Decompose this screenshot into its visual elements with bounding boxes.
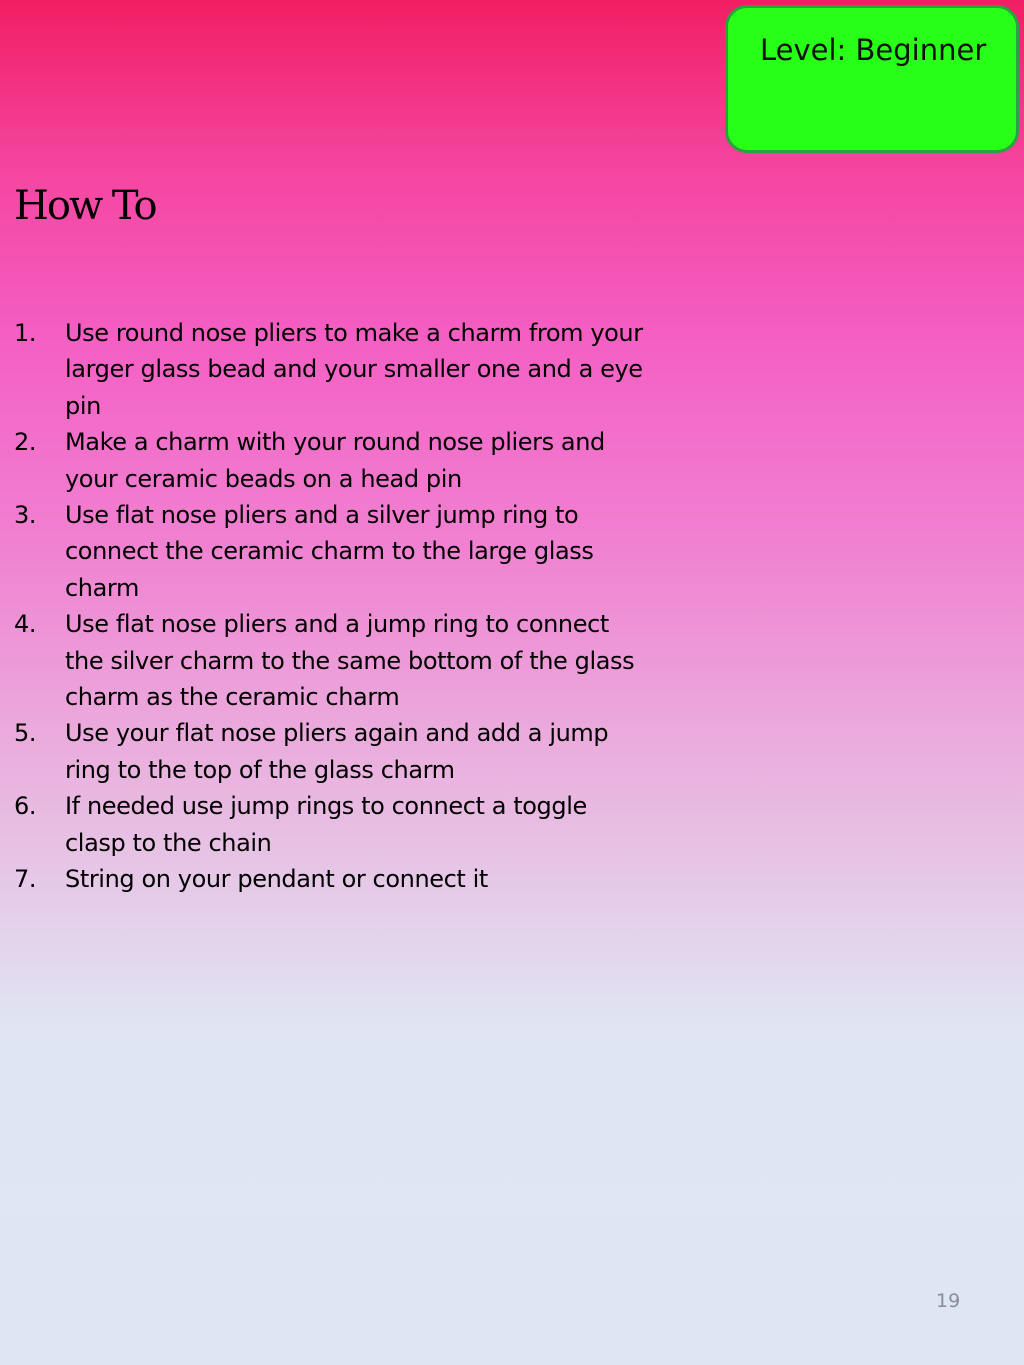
step-number: 4. <box>14 610 37 639</box>
instruction-list <box>14 315 654 898</box>
step-text: String on your pendant or connect it <box>65 865 488 894</box>
instruction-step <box>14 788 654 861</box>
instruction-step <box>14 606 654 715</box>
step-number: 2. <box>14 428 37 457</box>
step-text: If needed use jump rings to connect a toggle clasp to the chain <box>65 792 587 857</box>
instruction-step <box>14 497 654 606</box>
instruction-step <box>14 315 654 424</box>
step-number: 6. <box>14 792 37 821</box>
instruction-step <box>14 424 654 497</box>
level-label: Level: Beginner <box>760 33 987 67</box>
step-number: 5. <box>14 719 37 748</box>
step-text: Use flat nose pliers and a jump ring to connect the silver charm to the same bottom of the glass charm as the ceramic charm <box>65 610 635 712</box>
step-text: Make a charm with your round nose pliers and your ceramic beads on a head pin <box>65 428 605 493</box>
step-text: Use your flat nose pliers again and add a jump ring to the top of the glass charm <box>65 719 609 784</box>
instruction-step <box>14 715 654 788</box>
step-text: Use round nose pliers to make a charm from your larger glass bead and your smaller one and a eye pin <box>65 319 643 420</box>
page-title: How To <box>14 183 156 229</box>
slide-number: 19 <box>936 1290 961 1312</box>
instruction-step <box>14 861 654 897</box>
step-number: 7. <box>14 865 37 894</box>
step-number: 1. <box>14 319 37 347</box>
step-number: 3. <box>14 501 37 530</box>
step-text: Use flat nose pliers and a silver jump ring to connect the ceramic charm to the large glass charm <box>65 501 594 602</box>
level-badge <box>725 5 1019 153</box>
